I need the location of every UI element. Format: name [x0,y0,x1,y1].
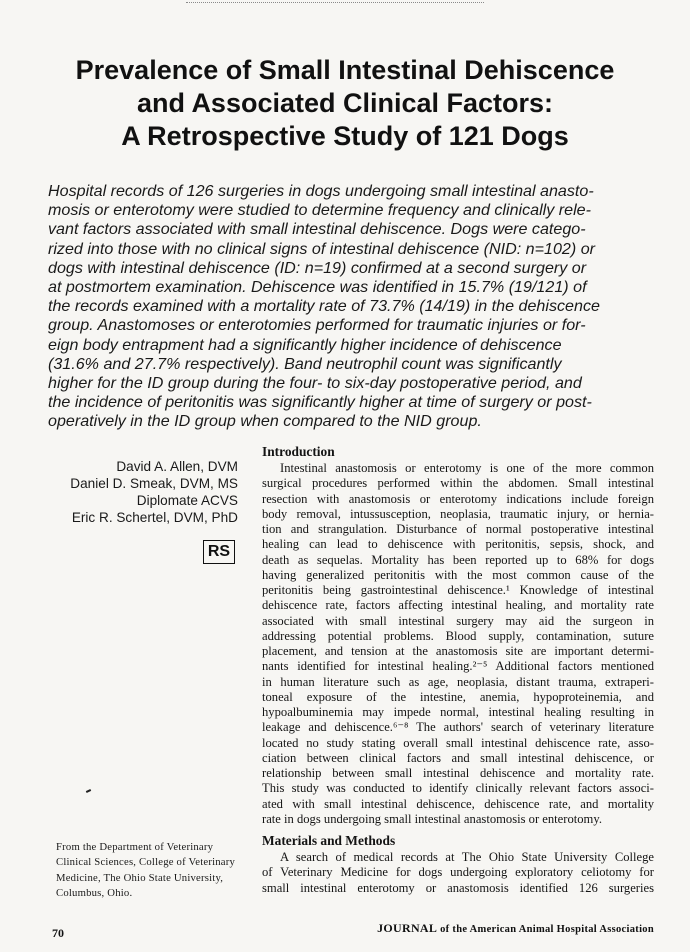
paragraph-line: surgical procedures performed within the abdomen. Small intestinal [262,476,654,491]
paragraph-line: ciation between clinical factors and small intestinal dehiscence, or [262,750,654,765]
paragraph-line: having generalized peritonitis with the most common cause of the [262,567,654,582]
paragraph-line: leakage and dehiscence.⁶⁻⁸ The authors' search of veterinary literature [262,720,654,735]
paragraph-line: small intestinal enterotomy or anastomosis identified 126 surgeries [262,880,654,895]
stray-mark [86,789,91,793]
top-rule-divider [186,2,484,3]
paragraph-line: A search of medical records at The Ohio State University College [280,850,654,864]
affiliation-line: Clinical Sciences, College of Veterinary [56,856,236,869]
abstract-line: higher for the ID group during the four- to six-day postoperative period, and [48,374,582,393]
title-line: Prevalence of Small Intestinal Dehiscence [75,55,615,85]
title-line: and Associated Clinical Factors: [136,88,554,118]
paragraph-line: toneal exposure of the intestine, anemia, hypoproteinemia, and [262,689,654,704]
affiliation-line: Medicine, The Ohio State University, [56,871,224,884]
paragraph-line: dehiscence rate, factors affecting intestinal healing, and mortality rate [262,598,654,613]
affiliation-line: Columbus, Ohio. [56,887,133,900]
abstract-line: Hospital records of 126 surgeries in dogs undergoing small intestinal anasto- [48,182,594,200]
title-line: A Retrospective Study of 121 Dogs [121,121,569,151]
author-name: Daniel D. Smeak, DVM, MS [70,476,238,491]
paragraph-line: hypoalbuminemia may impede normal, intestinal healing resulting in [262,705,654,719]
paragraph-line: peritonitis being gastrointestinal dehiscence.¹ Knowledge of intestinal [262,583,654,597]
paragraph-line: rate in dogs undergoing small intestinal anastomosis or enterotomy. [262,811,602,826]
author-list [20,458,238,526]
abstract-line: group. Anastomoses or enterotomies performed for traumatic injuries or for- [48,316,586,335]
abstract-line: operatively in the ID group when compared to the NID group. [48,412,482,431]
abstract-line: at postmortem examination. Dehiscence was identified in 15.7% (19/121) of [48,278,587,297]
rs-badge: RS [203,540,235,564]
article-title [28,54,662,153]
author-name: David A. Allen, DVM [116,459,238,474]
author-name: Eric R. Schertel, DVM, PhD [71,510,238,525]
paragraph-line: This study was conducted to identify clinically relevant factors associ- [262,781,654,796]
paragraph-line: relationship between small intestinal dehiscence and mortality rate. [262,766,654,780]
author-affiliation [56,840,246,902]
journal-name-rest: of the American Animal Hospital Association [437,924,654,935]
paragraph-line: death as sequelas. Mortality has been reported up to 68% for dogs [262,552,654,567]
journal-name-footer [377,921,654,936]
page-number: 70 [52,926,64,940]
paragraph-line: in human literature such as age, neoplasia, distant trauma, extraperi- [262,674,654,689]
abstract [48,182,664,432]
paragraph-line: Intestinal anastomosis or enterotomy is one of the more common [280,461,654,475]
author-credential: Diplomate ACVS [136,493,238,508]
abstract-line: the records examined with a mortality rate of 73.7% (14/19) in the dehiscence [48,297,600,316]
paragraph-line: of Veterinary Medicine for dogs undergoing exploratory celiotomy for [262,865,654,880]
abstract-line: vant factors associated with small intestinal dehiscence. Dogs were catego- [48,220,586,239]
paragraph-line: body removal, intussusception, neoplasia, traumatic injury, or hernia- [262,506,654,521]
paragraph-line: associated with small intestinal surgery may aid the surgeon in [262,613,654,628]
paragraph-line: healing can lead to dehiscence with peritonitis, sepsis, shock, and [262,537,654,552]
affiliation-line: From the Department of Veterinary [56,841,214,853]
abstract-line: eign body entrapment had a significantly higher incidence of dehiscence [48,335,562,354]
paragraph-line: located no study stating overall small intestinal dehiscence rate, asso- [262,735,654,750]
methods-section [262,833,654,896]
paragraph-line: addressing potential problems. Blood supply, contamination, suture [262,628,654,643]
paragraph-line: tion and strangulation. Disturbance of normal postoperative intestinal [262,522,654,536]
paragraph-line: resection with anastomosis or enterotomy indications include foreign [262,491,654,506]
section-heading-methods: Materials and Methods [262,833,396,848]
paragraph-line: ated with small intestinal dehiscence, dehiscence rate, and mortality [262,796,654,811]
abstract-line: dogs with intestinal dehiscence (ID: n=19) confirmed at a second surgery or [48,258,587,277]
abstract-line: mosis or enterotomy were studied to determine frequency and clinically rele- [48,201,591,220]
introduction-section [262,444,654,827]
journal-name-prefix: JOURNAL [377,921,438,935]
section-heading-introduction: Introduction [262,444,335,459]
paragraph-line: placement, and tension at the anastomosis site are important determi- [262,644,654,658]
abstract-line: the incidence of peritonitis was significantly higher at time of surgery or post- [48,393,592,412]
paragraph-line: nants identified for intestinal healing.²⁻⁵ Additional factors mentioned [262,659,654,674]
abstract-line: rized into those with no clinical signs of intestinal dehiscence (NID: n=102) or [48,239,596,258]
abstract-line: (31.6% and 27.7% respectively). Band neutrophil count was significantly [48,354,562,373]
